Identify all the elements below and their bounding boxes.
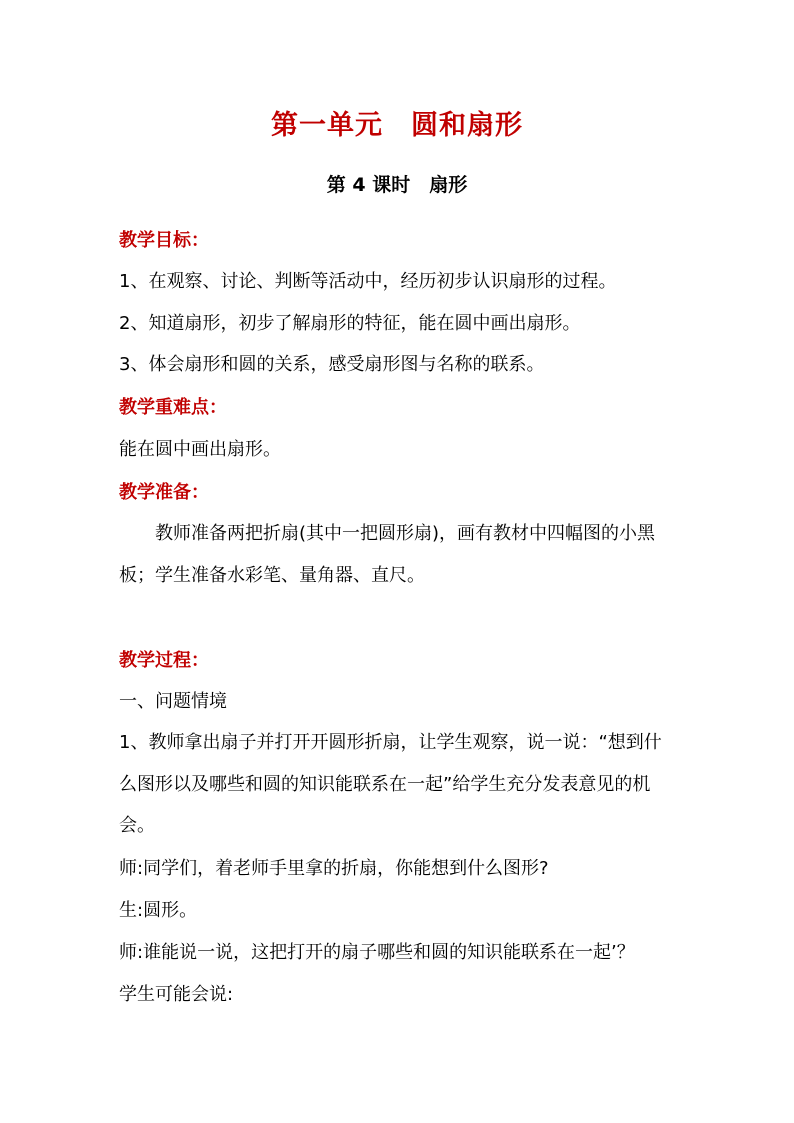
objective-item-3: 3、体会扇形和圆的关系，感受扇形图与名称的联系。 xyxy=(119,354,545,375)
document-title: 第一单元 圆和扇形 xyxy=(271,110,523,141)
process-para-1-line-3: 会。 xyxy=(119,815,155,836)
process-para-1-line-2: 么图形以及哪些和圆的知识能联系在一起”给学生充分发表意见的机 xyxy=(119,774,651,795)
key-points-heading: 教学重难点： xyxy=(119,397,227,418)
dialog-line-2: 生:圆形。 xyxy=(119,900,198,921)
dialog-line-1: 师:同学们，着老师手里拿的折扇，你能想到什么图形? xyxy=(119,858,549,879)
preparation-line-2: 板；学生准备水彩笔、量角器、直尺。 xyxy=(119,565,425,586)
objective-item-2: 2、知道扇形，初步了解扇形的特征，能在圆中画出扇形。 xyxy=(119,313,581,334)
process-section-1: 一、问题情境 xyxy=(119,691,227,712)
preparation-line-1: 教师准备两把折扇(其中一把圆形扇)，画有教材中四幅图的小黑 xyxy=(155,523,656,544)
dialog-line-3: 师:谁能说一说，这把打开的扇子哪些和圆的知识能联系在一起’？ xyxy=(119,942,635,963)
preparation-heading: 教学准备： xyxy=(119,482,209,503)
dialog-line-4: 学生可能会说: xyxy=(119,984,234,1005)
lesson-subtitle: 第 4 课时 扇形 xyxy=(326,174,468,196)
objectives-heading: 教学目标： xyxy=(119,230,209,251)
process-para-1-line-1: 1、教师拿出扇子并打开开圆形折扇，让学生观察，说一说：“想到什 xyxy=(119,732,662,753)
process-heading: 教学过程： xyxy=(119,650,209,671)
key-points-text: 能在圆中画出扇形。 xyxy=(119,439,281,460)
objective-item-1: 1、在观察、讨论、判断等活动中，经历初步认识扇形的过程。 xyxy=(119,271,617,292)
